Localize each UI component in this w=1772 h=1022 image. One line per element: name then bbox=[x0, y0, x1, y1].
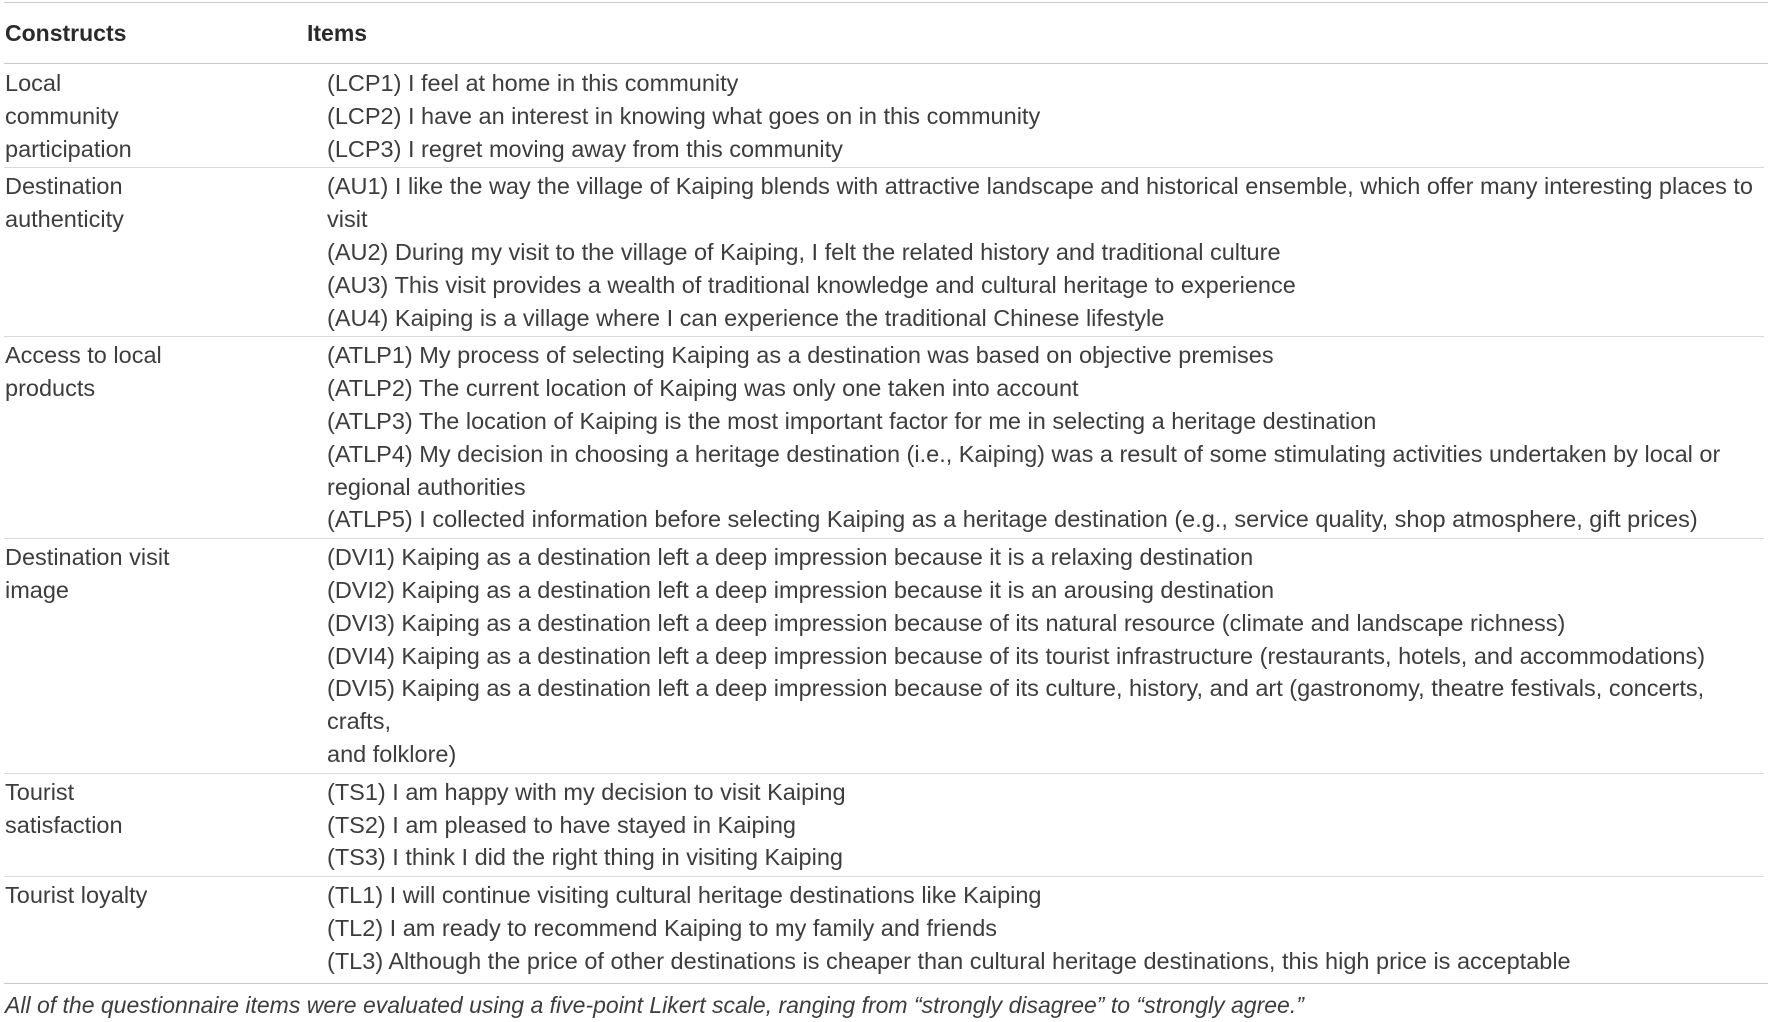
construct-cell bbox=[4, 541, 327, 607]
questionnaire-item bbox=[327, 269, 1762, 302]
table-body bbox=[4, 64, 1764, 980]
item-text-line: (ATLP2) The current location of Kaiping was only one taken into account bbox=[327, 375, 1079, 402]
items-cell bbox=[327, 170, 1764, 334]
table-row bbox=[4, 67, 1764, 167]
item-text-line: (DVI2) Kaiping as a destination left a deep impression because it is an arousing destination bbox=[327, 576, 1275, 603]
item-text-line: (TS2) I am pleased to have stayed in Kaiping bbox=[327, 811, 796, 838]
construct-label-line: products bbox=[5, 375, 96, 402]
item-text-line: (TS3) I think I did the right thing in visiting Kaiping bbox=[327, 844, 843, 871]
item-text-line: (ATLP1) My process of selecting Kaiping as a destination was based on objective premises bbox=[327, 342, 1274, 369]
table-bottom-rule bbox=[4, 983, 1768, 984]
construct-label-line: Tourist loyalty bbox=[5, 882, 148, 909]
construct-label-line: Local bbox=[5, 70, 62, 96]
item-text-line: (DVI4) Kaiping as a destination left a deep impression because of its tourist infrastructure (restaurants, hotels, and accommodations) bbox=[327, 642, 1706, 669]
item-text-line: (AU2) During my visit to the village of Kaiping, I felt the related history and traditional culture bbox=[327, 238, 1281, 265]
item-text-line: (DVI3) Kaiping as a destination left a deep impression because of its natural resource (climate and landscape richness) bbox=[327, 609, 1566, 636]
item-text-line: visit bbox=[327, 206, 368, 233]
item-text-line: (LCP2) I have an interest in knowing what goes on in this community bbox=[327, 102, 1041, 129]
table-row bbox=[4, 336, 1764, 538]
table-row bbox=[4, 773, 1764, 876]
item-text-line: (ATLP4) My decision in choosing a heritage destination (i.e., Kaiping) was a result of some stimulating activities undertaken by local or bbox=[327, 440, 1721, 467]
questionnaire-item bbox=[327, 841, 1762, 874]
construct-label-line: authenticity bbox=[5, 206, 124, 233]
questionnaire-item bbox=[327, 607, 1762, 640]
construct-cell bbox=[4, 776, 327, 842]
item-text-line: (TL1) I will continue visiting cultural heritage destinations like Kaiping bbox=[327, 882, 1042, 909]
item-text-line: (TL3) Although the price of other destinations is cheaper than cultural heritage destinations, this high price is acceptable bbox=[327, 947, 1571, 974]
construct-cell bbox=[4, 339, 327, 405]
construct-cell bbox=[4, 879, 327, 912]
item-text-line: (LCP1) I feel at home in this community bbox=[327, 70, 739, 96]
items-cell bbox=[327, 776, 1764, 874]
construct-cell bbox=[4, 170, 327, 236]
construct-label-line: Access to local bbox=[5, 342, 162, 369]
questionnaire-item bbox=[327, 405, 1762, 438]
questionnaire-table bbox=[4, 2, 1764, 1020]
item-text-line: (LCP3) I regret moving away from this community bbox=[327, 135, 843, 162]
item-text-line: (TS1) I am happy with my decision to visit Kaiping bbox=[327, 778, 846, 805]
questionnaire-item bbox=[327, 912, 1762, 945]
questionnaire-item bbox=[327, 945, 1762, 978]
header-constructs: Constructs bbox=[5, 19, 127, 46]
questionnaire-item bbox=[327, 67, 1762, 100]
questionnaire-item bbox=[327, 574, 1762, 607]
construct-label-line: Destination visit bbox=[5, 544, 170, 571]
construct-label-line: participation bbox=[5, 135, 132, 162]
construct-label-line: satisfaction bbox=[5, 811, 123, 838]
item-text-line: (DVI1) Kaiping as a destination left a deep impression because it is a relaxing destination bbox=[327, 544, 1254, 571]
questionnaire-item bbox=[327, 339, 1762, 372]
questionnaire-item bbox=[327, 776, 1762, 809]
questionnaire-item bbox=[327, 809, 1762, 842]
questionnaire-item bbox=[327, 672, 1762, 770]
questionnaire-item bbox=[327, 503, 1762, 536]
item-text-line: (ATLP5) I collected information before selecting Kaiping as a heritage destination (e.g., service quality, shop atmosphere, gift prices) bbox=[327, 506, 1698, 533]
questionnaire-item bbox=[327, 100, 1762, 133]
table-row bbox=[4, 538, 1764, 773]
questionnaire-item bbox=[327, 302, 1762, 335]
questionnaire-item bbox=[327, 541, 1762, 574]
item-text-line: (ATLP3) The location of Kaiping is the most important factor for me in selecting a heritage destination bbox=[327, 407, 1377, 434]
questionnaire-item bbox=[327, 640, 1762, 673]
questionnaire-item bbox=[327, 372, 1762, 405]
questionnaire-item bbox=[327, 133, 1762, 166]
item-text-line: (AU1) I like the way the village of Kaiping blends with attractive landscape and historical ensemble, which offer many interesting places to bbox=[327, 173, 1753, 200]
item-text-line: (DVI5) Kaiping as a destination left a deep impression because of its culture, history, and art (gastronomy, theatre festivals, concerts, crafts, bbox=[327, 675, 1705, 735]
construct-cell bbox=[4, 67, 327, 165]
construct-label-line: Tourist bbox=[5, 778, 75, 805]
questionnaire-item bbox=[327, 170, 1762, 236]
table-row bbox=[4, 876, 1764, 979]
item-text-line: (TL2) I am ready to recommend Kaiping to my family and friends bbox=[327, 914, 998, 941]
items-cell bbox=[327, 879, 1764, 977]
construct-label-line: image bbox=[5, 576, 70, 603]
items-cell bbox=[327, 67, 1764, 165]
construct-label-line: Destination bbox=[5, 173, 123, 200]
items-cell bbox=[327, 339, 1764, 536]
items-cell bbox=[327, 541, 1764, 771]
item-text-line: and folklore) bbox=[327, 740, 457, 767]
construct-label-line: community bbox=[5, 102, 119, 129]
questionnaire-item bbox=[327, 236, 1762, 269]
item-text-line: regional authorities bbox=[327, 473, 526, 500]
table-header-row bbox=[4, 3, 1764, 63]
header-items: Items bbox=[307, 19, 368, 46]
item-text-line: (AU3) This visit provides a wealth of traditional knowledge and cultural heritage to experience bbox=[327, 271, 1296, 298]
questionnaire-item bbox=[327, 879, 1762, 912]
questionnaire-item bbox=[327, 438, 1762, 504]
item-text-line: (AU4) Kaiping is a village where I can experience the traditional Chinese lifestyle bbox=[327, 304, 1165, 331]
table-row bbox=[4, 167, 1764, 336]
table-footnote: All of the questionnaire items were evaluated using a five-point Likert scale, ranging from “strongly disagree” to “strongly agree.” bbox=[5, 991, 1304, 1018]
